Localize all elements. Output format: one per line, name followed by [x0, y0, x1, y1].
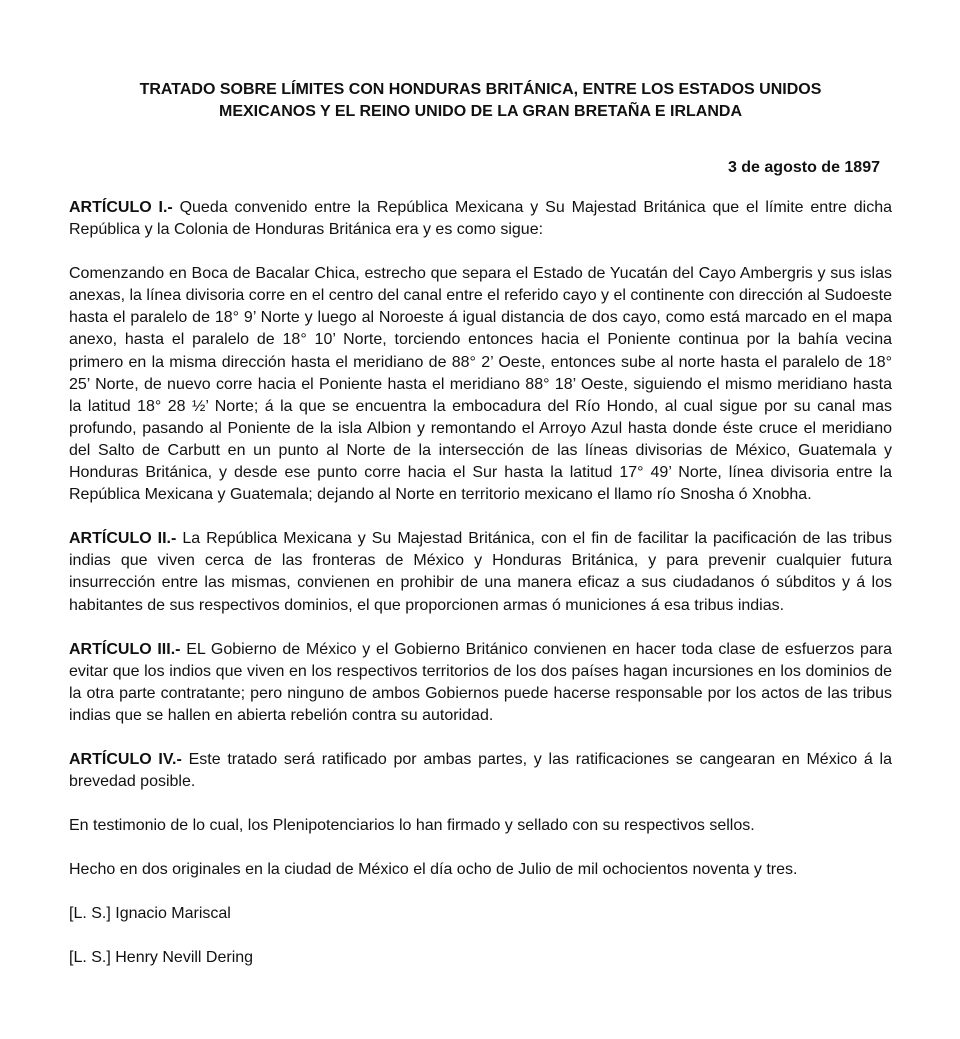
article-3-text: EL Gobierno de México y el Gobierno Británico convienen en hacer toda clase de esfuerzos para evitar que los indios que viven en los respectivos territorios de los dos países hagan incursiones en los dominios de la otra parte contratante; pero ninguno de ambos Gobiernos puede hacerse responsable por los actos de las tribus indias que se hallen en abierta rebelión contra su autoridad. — [69, 640, 892, 724]
signatory-dering: [L. S.] Henry Nevill Dering — [69, 949, 254, 967]
done-in-paragraph: Hecho en dos originales en la ciudad de México el día ocho de Julio de mil ochocientos noventa y tres. — [69, 861, 798, 879]
article-4 — [69, 749, 892, 793]
article-1 — [69, 197, 892, 241]
article-4-text: Este tratado será ratificado por ambas partes, y las ratificaciones se cangearan en México á la brevedad posible. — [69, 750, 893, 791]
title-line-1: TRATADO SOBRE LÍMITES CON HONDURAS BRITÁNICA, ENTRE LOS ESTADOS UNIDOS — [139, 81, 822, 98]
document-title — [69, 0, 892, 123]
article-2-text: La República Mexicana y Su Majestad Británica, con el fin de facilitar la pacificación de las tribus indias que viven cerca de las fronteras de México y Honduras Británica, y para prevenir cualquier futura insurrección entre las mismas, convienen en prohibir de una manera eficaz a sus ciudadanos ó súbditos y á los habitantes de sus respectivos dominios, el que proporcionen armas ó municiones á esa tribus indias. — [69, 530, 892, 614]
article-1-heading: ARTÍCULO I.- — [69, 199, 173, 216]
title-line-2: MEXICANOS Y EL REINO UNIDO DE LA GRAN BRETAÑA E IRLANDA — [219, 103, 742, 120]
boundary-description: Comenzando en Boca de Bacalar Chica, estrecho que separa el Estado de Yucatán del Cayo Ambergris y sus islas anexas, la línea divisoria corre en el centro del canal entre el referido cayo y el continente con dirección al Sudoeste hasta el paralelo de 18° 9’ Norte y luego al Noroeste á igual distancia de dos cayo, como está marcado en el mapa anexo, hasta el paralelo de 18° 10’ Norte, torciendo entonces hacia el Poniente continua por la bahía vecina primero en la misma dirección hasta el meridiano de 88° 2’ Oeste, entonces sube al norte hasta el paralelo de 18° 25’ Norte, de nuevo corre hacia el Poniente hasta el meridiano 88° 18’ Oeste, siguiendo el mismo meridiano hasta la latitud 18° 28 ½’ Norte; á la que se encuentra la embocadura del Río Hondo, al cual sigue por su canal mas profundo, pasando al Poniente de la isla Albion y remontando el Arroyo Azul hasta donde éste cruce el meridiano del Salto de Carbutt en un punto al Norte de la intersección de las líneas divisorias de México, Guatemala y Honduras Británica, y desde ese punto corre hacia el Sur hasta la latitud 17° 49’ Norte, línea divisoria entre la República Mexicana y Guatemala; dejando al Norte en territorio mexicano el llamo río Snosha ó Xnobha. — [69, 265, 892, 504]
article-4-heading: ARTÍCULO IV.- — [69, 750, 182, 768]
document-date: 3 de agosto de 1897 — [727, 159, 880, 176]
article-3 — [69, 639, 892, 727]
signatory-mariscal: [L. S.] Ignacio Mariscal — [69, 905, 231, 923]
article-1-text: Queda convenido entre la República Mexicana y Su Majestad Británica que el límite entre dicha República y la Colonia de Honduras Británica era y es como sigue: — [69, 199, 892, 239]
article-2-heading: ARTÍCULO II.- — [69, 530, 177, 548]
testimony-paragraph: En testimonio de lo cual, los Plenipotenciarios lo han firmado y sellado con su respectivos sellos. — [69, 817, 755, 835]
article-3-heading: ARTÍCULO III.- — [69, 640, 181, 658]
article-2 — [69, 528, 892, 616]
